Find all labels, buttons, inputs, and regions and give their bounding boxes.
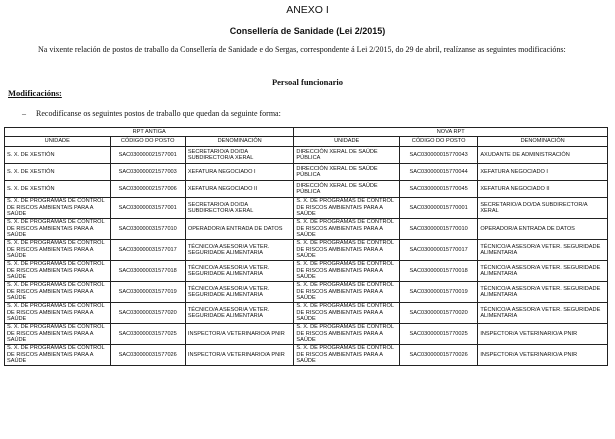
- cell-unit-new: S. X. DE PROGRAMAS DE CONTROL DE RISCOS AMBIENTAIS PARA A SAÚDE: [294, 345, 400, 366]
- cell-denomination-new: SECRETARIO/A DO/DA SUBDIRECTOR/A XERAL: [478, 198, 608, 219]
- cell-unit-new: DIRECCIÓN XERAL DE SAÚDE PÚBLICA: [294, 164, 400, 181]
- cell-denomination-old: TÉCNICO/A ASESOR/A VETER. SEGURIDADE ALIMENTARIA: [185, 282, 294, 303]
- cell-unit-old: S. X. DE PROGRAMAS DE CONTROL DE RISCOS AMBIENTAIS PARA A SAÚDE: [5, 261, 111, 282]
- column-header: UNIDADE: [294, 137, 400, 147]
- column-header: DENOMINACIÓN: [478, 137, 608, 147]
- cell-code-new: SAC030000015770010: [399, 219, 477, 240]
- cell-code-new: SAC030000015770020: [399, 303, 477, 324]
- cell-denomination-old: XEFATURA NEGOCIADO I: [185, 164, 294, 181]
- cell-code-new: SAC030000015770017: [399, 240, 477, 261]
- cell-code-old: SAC030000021577006: [110, 181, 185, 198]
- table-row: [5, 261, 608, 282]
- cell-denomination-old: SECRETARIO/A DO/DA SUBDIRECTOR/A XERAL: [185, 198, 294, 219]
- bullet-dash: –: [22, 109, 26, 118]
- column-header: UNIDADE: [5, 137, 111, 147]
- cell-code-old: SAC030000031577010: [110, 219, 185, 240]
- cell-denomination-old: XEFATURA NEGOCIADO II: [185, 181, 294, 198]
- cell-unit-old: S. X. DE XESTIÓN: [5, 181, 111, 198]
- cell-code-old: SAC030000031577018: [110, 261, 185, 282]
- cell-code-old: SAC030000031577019: [110, 282, 185, 303]
- cell-denomination-new: TÉCNICO/A ASESOR/A VETER. SEGURIDADE ALIMENTARIA: [478, 261, 608, 282]
- cell-code-old: SAC030000031577020: [110, 303, 185, 324]
- bullet-item: [22, 109, 281, 118]
- cell-code-new: SAC030000015770045: [399, 181, 477, 198]
- cell-denomination-new: AXUDANTE DE ADMINISTRACIÓN: [478, 147, 608, 164]
- cell-code-old: SAC030000031577025: [110, 324, 185, 345]
- column-header: CÓDIGO DO POSTO: [110, 137, 185, 147]
- annex-heading: ANEXO I: [286, 4, 329, 16]
- cell-denomination-old: TÉCNICO/A ASESOR/A VETER. SEGURIDADE ALIMENTARIA: [185, 303, 294, 324]
- cell-unit-old: S. X. DE XESTIÓN: [5, 164, 111, 181]
- intro-paragraph: Na vixente relación de postos de traballo da Consellería de Sanidade e do Sergas, correspondente á Lei 2/2015, do 29 de abril, realízanse as seguintes modificacións:: [38, 45, 566, 54]
- cell-denomination-old: SECRETARIO/A DO/DA SUBDIRECTOR/A XERAL: [185, 147, 294, 164]
- group-header-new: NOVA RPT: [294, 128, 608, 137]
- group-header-old: RPT ANTIGA: [5, 128, 294, 137]
- cell-unit-new: S. X. DE PROGRAMAS DE CONTROL DE RISCOS AMBIENTAIS PARA A SAÚDE: [294, 219, 400, 240]
- document-title: Consellería de Sanidade (Lei 2/2015): [229, 26, 386, 36]
- cell-code-new: SAC030000015770026: [399, 345, 477, 366]
- cell-denomination-new: INSPECTOR/A VETERINARIO/A PNIR: [478, 324, 608, 345]
- cell-unit-old: S. X. DE XESTIÓN: [5, 147, 111, 164]
- table-row: [5, 303, 608, 324]
- cell-unit-new: S. X. DE PROGRAMAS DE CONTROL DE RISCOS AMBIENTAIS PARA A SAÚDE: [294, 240, 400, 261]
- cell-unit-old: S. X. DE PROGRAMAS DE CONTROL DE RISCOS AMBIENTAIS PARA A SAÚDE: [5, 303, 111, 324]
- cell-denomination-old: INSPECTOR/A VETERINARIO/A PNIR: [185, 345, 294, 366]
- cell-denomination-old: TÉCNICO/A ASESOR/A VETER. SEGURIDADE ALIMENTARIA: [185, 240, 294, 261]
- cell-code-new: SAC030000015770043: [399, 147, 477, 164]
- cell-denomination-new: INSPECTOR/A VETERINARIO/A PNIR: [478, 345, 608, 366]
- column-header: DENOMINACIÓN: [185, 137, 294, 147]
- cell-denomination-old: OPERADOR/A ENTRADA DE DATOS: [185, 219, 294, 240]
- cell-unit-new: S. X. DE PROGRAMAS DE CONTROL DE RISCOS AMBIENTAIS PARA A SAÚDE: [294, 324, 400, 345]
- cell-unit-old: S. X. DE PROGRAMAS DE CONTROL DE RISCOS AMBIENTAIS PARA A SAÚDE: [5, 345, 111, 366]
- cell-code-new: SAC030000015770019: [399, 282, 477, 303]
- cell-denomination-new: TÉCNICO/A ASESOR/A VETER. SEGURIDADE ALIMENTARIA: [478, 240, 608, 261]
- cell-unit-old: S. X. DE PROGRAMAS DE CONTROL DE RISCOS AMBIENTAIS PARA A SAÚDE: [5, 219, 111, 240]
- cell-unit-old: S. X. DE PROGRAMAS DE CONTROL DE RISCOS AMBIENTAIS PARA A SAÚDE: [5, 198, 111, 219]
- cell-denomination-new: TÉCNICO/A ASESOR/A VETER. SEGURIDADE ALIMENTARIA: [478, 282, 608, 303]
- table-row: [5, 240, 608, 261]
- cell-unit-new: DIRECCIÓN XERAL DE SAÚDE PÚBLICA: [294, 181, 400, 198]
- cell-code-old: SAC030000031577017: [110, 240, 185, 261]
- cell-denomination-new: XEFATURA NEGOCIADO I: [478, 164, 608, 181]
- cell-code-new: SAC030000015770044: [399, 164, 477, 181]
- table-row: [5, 219, 608, 240]
- column-header: CÓDIGO DO POSTO: [399, 137, 477, 147]
- cell-unit-new: S. X. DE PROGRAMAS DE CONTROL DE RISCOS AMBIENTAIS PARA A SAÚDE: [294, 303, 400, 324]
- cell-denomination-new: OPERADOR/A ENTRADA DE DATOS: [478, 219, 608, 240]
- table-row: [5, 324, 608, 345]
- positions-table: [4, 127, 608, 366]
- table-row: [5, 282, 608, 303]
- table-row: [5, 198, 608, 219]
- cell-code-old: SAC030000031577026: [110, 345, 185, 366]
- cell-code-old: SAC030000021577001: [110, 147, 185, 164]
- cell-code-new: SAC030000015770018: [399, 261, 477, 282]
- cell-denomination-new: XEFATURA NEGOCIADO II: [478, 181, 608, 198]
- section-heading: Persoal funcionario: [271, 77, 344, 87]
- table-row: [5, 147, 608, 164]
- cell-code-new: SAC030000015770001: [399, 198, 477, 219]
- cell-unit-old: S. X. DE PROGRAMAS DE CONTROL DE RISCOS AMBIENTAIS PARA A SAÚDE: [5, 282, 111, 303]
- table-row: [5, 345, 608, 366]
- cell-unit-old: S. X. DE PROGRAMAS DE CONTROL DE RISCOS AMBIENTAIS PARA A SAÚDE: [5, 324, 111, 345]
- cell-code-new: SAC030000015770025: [399, 324, 477, 345]
- cell-denomination-new: TÉCNICO/A ASESOR/A VETER. SEGURIDADE ALIMENTARIA: [478, 303, 608, 324]
- subsection-heading: Modificacións:: [8, 88, 62, 98]
- cell-unit-new: DIRECCIÓN XERAL DE SAÚDE PÚBLICA: [294, 147, 400, 164]
- cell-unit-new: S. X. DE PROGRAMAS DE CONTROL DE RISCOS AMBIENTAIS PARA A SAÚDE: [294, 261, 400, 282]
- table-row: [5, 181, 608, 198]
- cell-denomination-old: INSPECTOR/A VETERINARIO/A PNIR: [185, 324, 294, 345]
- cell-code-old: SAC030000021577003: [110, 164, 185, 181]
- table-row: [5, 164, 608, 181]
- cell-unit-new: S. X. DE PROGRAMAS DE CONTROL DE RISCOS AMBIENTAIS PARA A SAÚDE: [294, 282, 400, 303]
- bullet-text: Recodifícanse os seguintes postos de traballo que quedan da seguinte forma:: [36, 109, 281, 118]
- cell-unit-old: S. X. DE PROGRAMAS DE CONTROL DE RISCOS AMBIENTAIS PARA A SAÚDE: [5, 240, 111, 261]
- cell-denomination-old: TÉCNICO/A ASESOR/A VETER. SEGURIDADE ALIMENTARIA: [185, 261, 294, 282]
- cell-code-old: SAC030000031577001: [110, 198, 185, 219]
- cell-unit-new: S. X. DE PROGRAMAS DE CONTROL DE RISCOS AMBIENTAIS PARA A SAÚDE: [294, 198, 400, 219]
